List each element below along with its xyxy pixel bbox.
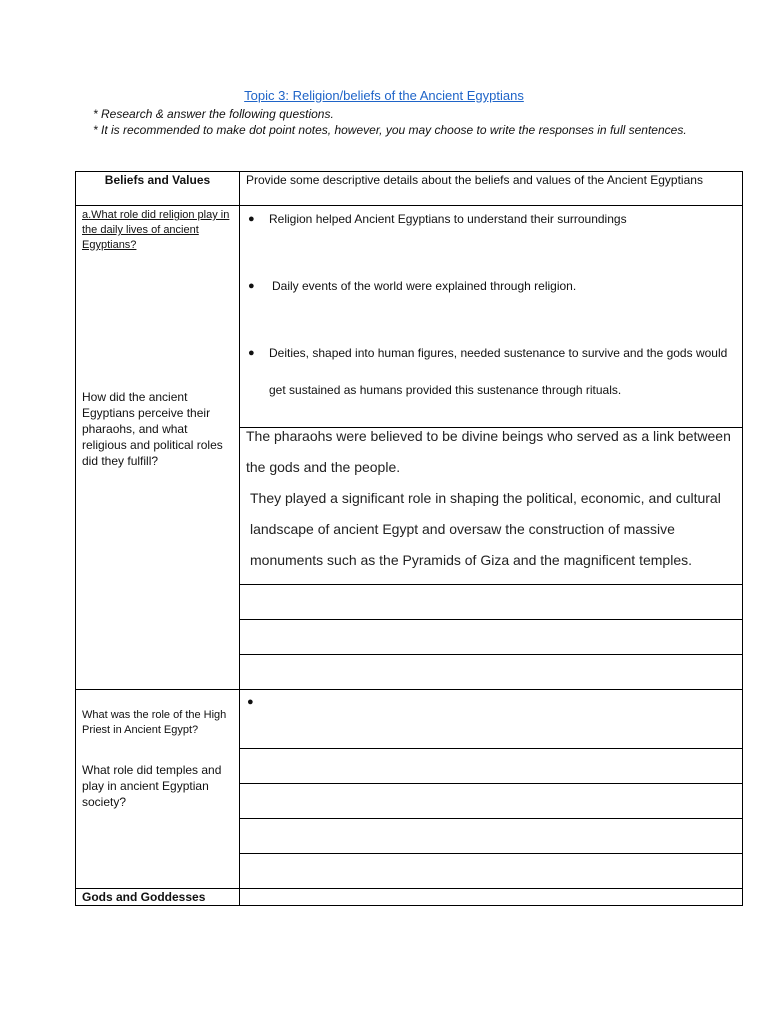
header-instructions: Provide some descriptive details about the beliefs and values of the Ancient Egyptians <box>240 172 743 206</box>
header-beliefs-values: Beliefs and Values <box>76 172 240 206</box>
bullet-icon: ● <box>248 347 255 359</box>
blank-answer-row[interactable] <box>240 854 743 889</box>
answer-bullet-1: ● Religion helped Ancient Egyptians to understand their surroundings <box>240 201 742 238</box>
instruction-2: * It is recommended to make dot point notes, however, you may choose to write the responses in full sentences. <box>93 123 687 137</box>
bullet-icon: ● <box>248 280 255 292</box>
bullet-icon: ● <box>247 696 254 708</box>
answer-pharaohs-cell[interactable] <box>240 428 743 585</box>
answer-bullet-2: ● Daily events of the world were explained through religion. <box>240 268 742 305</box>
questions-cell-1 <box>76 206 240 690</box>
answer-pharaohs-p2: They played a significant role in shaping the political, economic, and cultural landscape of ancient Egypt and oversaw the construction of massive monuments such as the Pyramids of Giza and the magnificent temples. <box>250 490 721 568</box>
blank-answer-row[interactable] <box>240 655 743 690</box>
bullet-icon: ● <box>248 213 255 225</box>
blank-answer-row[interactable] <box>240 585 743 620</box>
instruction-1: * Research & answer the following questions. <box>93 107 334 121</box>
answer-gods-cell[interactable] <box>240 889 743 906</box>
answer-bullet-3: ● Deities, shaped into human figures, needed sustenance to survive and the gods would get sustained as humans provided this sustenance through rituals. <box>240 335 742 409</box>
question-temples: What role did temples and play in ancient Egyptian society? <box>82 763 222 809</box>
answer-pharaohs-p1: The pharaohs were believed to be divine beings who served as a link between the gods and the people. <box>246 428 731 475</box>
answer-high-priest-cell[interactable] <box>240 690 743 749</box>
question-high-priest: What was the role of the High Priest in Ancient Egypt? <box>82 709 227 736</box>
question-religion-daily-life: a.What role did religion play in the daily lives of ancient Egyptians? <box>82 209 230 251</box>
blank-answer-row[interactable] <box>240 620 743 655</box>
answer-religion-cell[interactable] <box>240 206 743 428</box>
blank-answer-row[interactable] <box>240 749 743 784</box>
question-pharaohs: How did the ancient Egyptians perceive their pharaohs, and what religious and political roles did they fulfill? <box>82 390 223 468</box>
gods-goddesses-label: Gods and Goddesses <box>76 889 240 906</box>
blank-answer-row[interactable] <box>240 784 743 819</box>
blank-answer-row[interactable] <box>240 819 743 854</box>
questions-cell-2 <box>76 690 240 889</box>
worksheet-table <box>75 171 743 906</box>
worksheet-title: Topic 3: Religion/beliefs of the Ancient Egyptians <box>244 88 524 103</box>
